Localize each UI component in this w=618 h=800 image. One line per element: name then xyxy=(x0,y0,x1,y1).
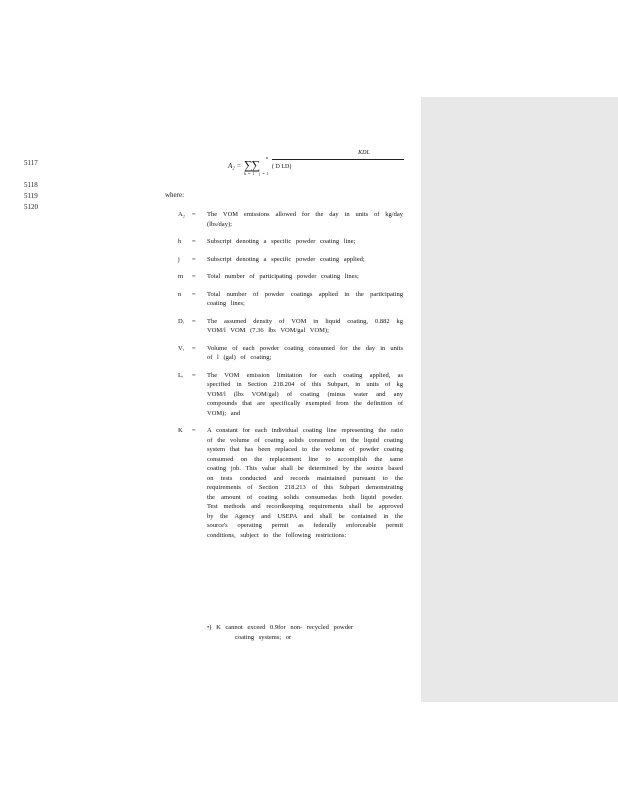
definition-equals: = xyxy=(192,344,196,352)
definition-item xyxy=(178,426,408,540)
definition-item xyxy=(178,344,408,363)
comment-margin-panel xyxy=(421,97,618,702)
definition-item xyxy=(178,371,408,419)
definition-symbol: K xyxy=(178,427,183,434)
definition-item xyxy=(178,255,408,265)
definition-text: Subscript denoting a specific powder coating line; xyxy=(207,238,356,245)
definition-symbol: Vᵢ xyxy=(178,344,184,352)
definition-text: The VOM emission limitation for each coating applied, as specified in Section 218.204 of this Subpart, in units of kg VOM/l (lbs VOM/gal) of coating (minus water and any compounds that are specifically exempted from the definition of VOM); and xyxy=(207,371,403,417)
equation xyxy=(228,150,418,182)
summation-lower-limits: h=1 j=1 xyxy=(244,171,271,176)
line-number: 5118 xyxy=(24,181,38,189)
restriction-bullet xyxy=(207,623,402,643)
definition-symbol: Lᵢ xyxy=(178,371,184,379)
definition-equals: = xyxy=(192,273,196,280)
definition-text: Subscript denoting a specific powder coating applied; xyxy=(207,255,365,263)
definitions-list xyxy=(178,210,408,548)
definition-symbol: m xyxy=(178,273,184,280)
definition-symbol: h xyxy=(178,238,182,245)
summation-symbol: ∑∑ xyxy=(244,158,260,172)
equation-numerator: KDL xyxy=(358,150,370,156)
restriction-line: coating systems; or xyxy=(235,634,292,641)
restriction-line: •) K cannot exceed 0.9for non- recycled powder xyxy=(207,624,353,631)
where-label: where: xyxy=(165,191,185,199)
definition-symbol: A₂ xyxy=(178,211,185,218)
definition-equals: = xyxy=(192,427,196,434)
definition-equals: = xyxy=(192,290,196,298)
line-numbers xyxy=(24,158,38,213)
definition-symbol: j xyxy=(178,255,180,263)
definition-item xyxy=(178,272,408,282)
definition-equals: = xyxy=(192,317,196,325)
definition-text: A constant for each individual coating line representing the ratio of the volume of coating solids consumed on the liquid coating system that has been replaced to the volume of powder coating consumed on the replacement line to accomplish the same coating job. This value shall be determined by the source based on tests conducted and records maintained pursuant to the requirements of Section 218.213 of this Subpart demonstrating the amount of coating solids consumedas both liquid powder. Test methods and recordkeeping requirements shall be approved by the Agency and USEPA and shall be contained in the source's operating permit as federally enforceable permit conditions, subject to the following restrictions: xyxy=(207,427,403,539)
definition-item xyxy=(178,317,408,336)
definition-item xyxy=(178,290,408,309)
definition-equals: = xyxy=(192,238,196,245)
definition-text: The assumed density of VOM in liquid coating, 0.882 kg VOM/l VOM (7.36 lbs VOM/gal VOM); xyxy=(207,317,403,334)
definition-text: Volume of each powder coating consumed for the day in units of l (gal) of coating; xyxy=(207,344,403,361)
definition-equals: = xyxy=(192,211,196,218)
definition-item xyxy=(178,237,408,247)
summation-upper-limit: n xyxy=(266,155,268,160)
definition-text: The VOM emissions allowed for the day in units of kg/day (lbs/day); xyxy=(207,211,403,228)
line-number: 5120 xyxy=(24,203,38,211)
definition-item xyxy=(178,210,408,229)
definition-equals: = xyxy=(192,371,196,379)
line-number: 5117 xyxy=(24,159,38,167)
definition-text: Total number of powder coatings applied in the participating coating lines; xyxy=(207,290,403,307)
line-number: 5119 xyxy=(24,192,38,200)
definition-symbol: Dᵢ xyxy=(178,317,184,325)
equation-denominator: ( D LD) xyxy=(272,164,292,170)
definition-symbol: n xyxy=(178,290,182,298)
equation-lhs: A₂ = xyxy=(228,162,242,170)
fraction-bar xyxy=(272,159,404,160)
definition-text: Total number of participating powder coating lines; xyxy=(207,273,359,280)
definition-equals: = xyxy=(192,255,196,263)
